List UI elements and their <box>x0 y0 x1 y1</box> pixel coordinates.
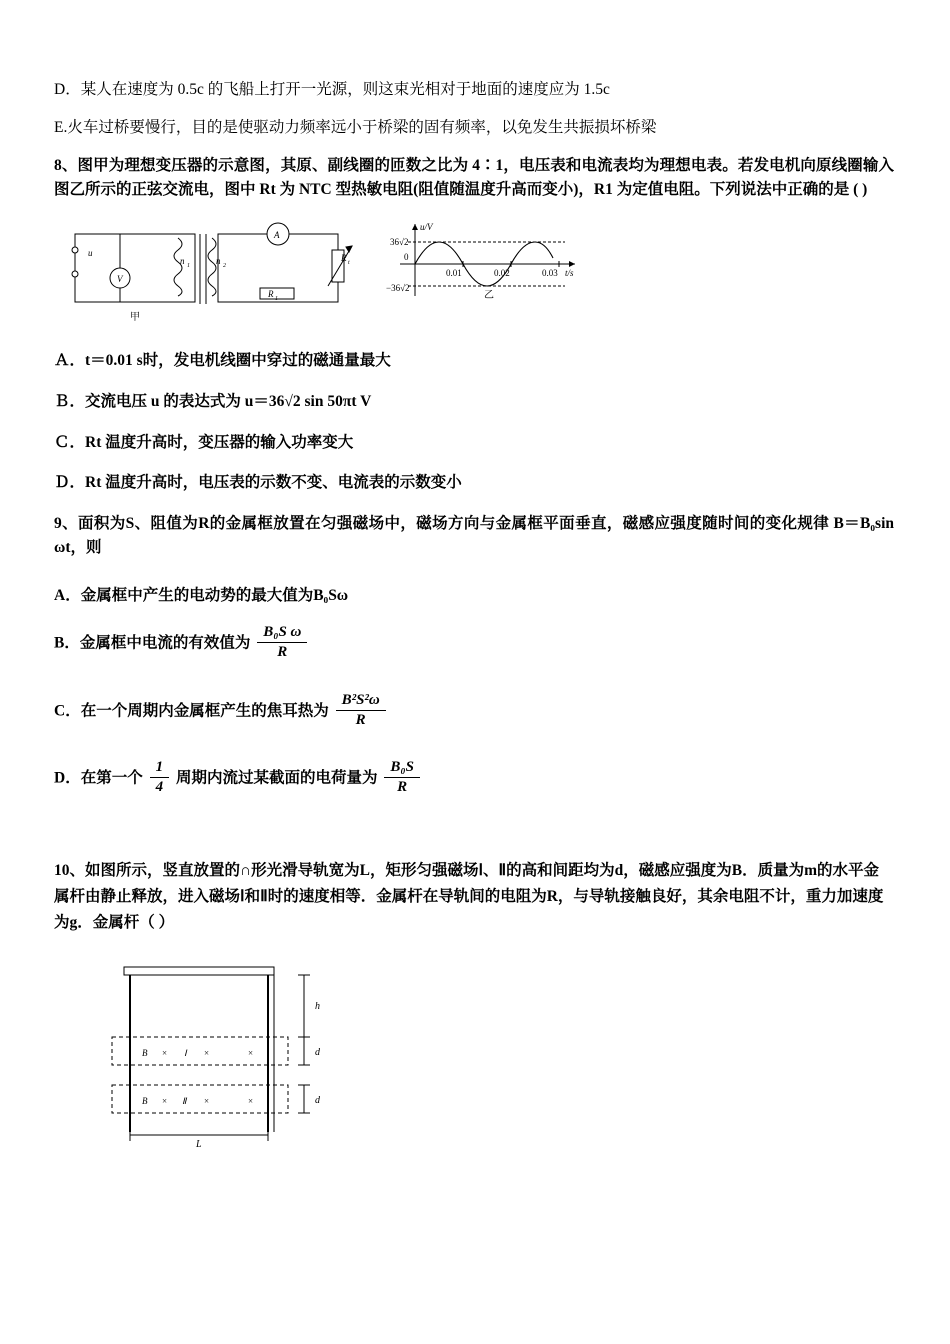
page-content <box>54 78 894 1147</box>
question-9-option-d-prefix-b: 周期内流过某截面的电荷量为 <box>175 769 378 787</box>
svg-text:0: 0 <box>404 252 409 263</box>
question-10-stem: 10、如图所示，竖直放置的∩形光滑导轨宽为L，矩形匀强磁场Ⅰ、Ⅱ的高和间距均为d，磁感应强度为B．质量为m的水平金属杆由静止释放，进入磁场Ⅰ和Ⅱ时的速度相等．金属杆在导轨间的电阻为R，与导轨接触良好，其余电阻不计，重力加速度为g．金属杆（ ） <box>54 861 884 932</box>
svg-text:×: × <box>204 1095 210 1106</box>
svg-text:1: 1 <box>187 263 190 270</box>
svg-text:R: R <box>268 289 274 300</box>
question-9-option-c-fraction <box>336 692 386 730</box>
svg-text:×: × <box>162 1095 168 1106</box>
question-9-option-d <box>54 760 894 798</box>
question-9-stem: 9、面积为S、阻值为R的金属框放置在匀强磁场中，磁场方向与金属框平面垂直，磁感应强度随时间的变化规律 B＝B₀sin ωt，则 <box>54 515 894 557</box>
svg-text:L: L <box>196 1138 202 1147</box>
svg-text:h: h <box>315 1000 320 1012</box>
fraction-denominator: R <box>336 710 386 729</box>
fraction-numerator: B₀S <box>390 759 414 776</box>
question-9-option-d-quarter-fraction <box>150 759 170 797</box>
transformer-circuit-and-waveform-svg <box>60 216 580 331</box>
question-8-option-d: Ｄ．Rt 温度升高时，电压表的示数不变、电流表的示数变小 <box>54 474 462 492</box>
svg-text:n: n <box>180 256 185 267</box>
question-8-option-b: Ｂ．交流电压 u 的表达式为 u＝36√2 sin 50πt V <box>54 392 372 410</box>
svg-text:t: t <box>348 260 350 267</box>
svg-text:乙: 乙 <box>484 290 494 302</box>
fraction-denominator: 4 <box>150 777 170 796</box>
svg-text:0.02: 0.02 <box>494 268 510 279</box>
fraction-numerator: B²S²ω <box>341 691 380 708</box>
question-9-option-b-fraction <box>257 624 307 662</box>
svg-text:Ⅱ: Ⅱ <box>182 1095 187 1106</box>
svg-text:d: d <box>315 1046 320 1058</box>
question-8-figure <box>54 216 894 331</box>
svg-text:−36√2: −36√2 <box>386 283 410 294</box>
question-8 <box>54 154 894 496</box>
fraction-denominator: R <box>257 642 307 661</box>
svg-text:0.03: 0.03 <box>542 268 558 279</box>
question-10-figure <box>54 951 894 1147</box>
question-9 <box>54 512 894 797</box>
question-9-option-a <box>54 584 894 609</box>
option-e-previous: E.火车过桥要慢行，目的是使驱动力频率远小于桥梁的固有频率，以免发生共振损坏桥梁 <box>54 119 657 137</box>
svg-text:R: R <box>341 253 347 264</box>
question-9-option-c-prefix: C．在一个周期内金属框产生的焦耳热为 <box>54 701 329 719</box>
question-9-option-a-prefix: A．金属框中产生的电动势的最大值为 <box>54 587 314 605</box>
svg-text:1: 1 <box>275 296 278 303</box>
svg-text:V: V <box>117 274 123 285</box>
question-9-option-d-prefix-a: D．在第一个 <box>54 769 143 787</box>
question-8-option-c: Ｃ．Rt 温度升高时，变压器的输入功率变大 <box>54 433 354 451</box>
svg-text:36√2: 36√2 <box>390 237 409 248</box>
question-8-option-a: Ａ．t＝0.01 s时，发电机线圈中穿过的磁通量最大 <box>54 352 391 370</box>
question-9-option-b <box>54 625 894 663</box>
svg-text:×: × <box>162 1047 168 1058</box>
fraction-denominator: R <box>384 777 420 796</box>
svg-text:甲: 甲 <box>130 312 140 324</box>
svg-text:t/s: t/s <box>565 268 574 279</box>
svg-text:B: B <box>142 1095 148 1106</box>
question-10 <box>54 858 894 1147</box>
svg-text:u/V: u/V <box>420 222 433 233</box>
svg-text:B: B <box>142 1047 148 1058</box>
question-9-option-c <box>54 693 894 731</box>
fraction-numerator: B₀S ω <box>263 624 302 641</box>
top-margin <box>0 0 950 78</box>
question-9-option-d-fraction <box>384 759 420 797</box>
svg-text:A: A <box>274 230 280 241</box>
question-8-stem: 8、图甲为理想变压器的示意图，其原、副线圈的匝数之比为 4∶1，电压表和电流表均为理想电表。若发电机向原线圈输入图乙所示的正弦交流电，图中 Rt 为 NTC 型热敏电阻(阻值随温度升高而变小)，R1 为定值电阻。下列说法中正确的是 ( ) <box>54 157 894 199</box>
svg-text:u: u <box>88 248 93 259</box>
svg-text:Ⅰ: Ⅰ <box>184 1047 187 1058</box>
svg-text:d: d <box>315 1094 320 1106</box>
svg-text:×: × <box>248 1095 254 1106</box>
option-d-previous: D．某人在速度为 0.5c 的飞船上打开一光源，则这束光相对于地面的速度应为 1.5c <box>54 81 610 98</box>
svg-text:n: n <box>216 256 221 267</box>
fraction-numerator: 1 <box>155 759 164 776</box>
svg-text:×: × <box>248 1047 254 1058</box>
svg-text:×: × <box>204 1047 210 1058</box>
rails-magnetic-field-svg <box>104 957 334 1147</box>
question-9-option-b-prefix: B．金属框中电流的有效值为 <box>54 634 251 652</box>
svg-text:2: 2 <box>223 263 226 270</box>
question-9-option-a-expr: B₀Sω <box>313 587 349 605</box>
svg-text:0.01: 0.01 <box>446 268 462 279</box>
